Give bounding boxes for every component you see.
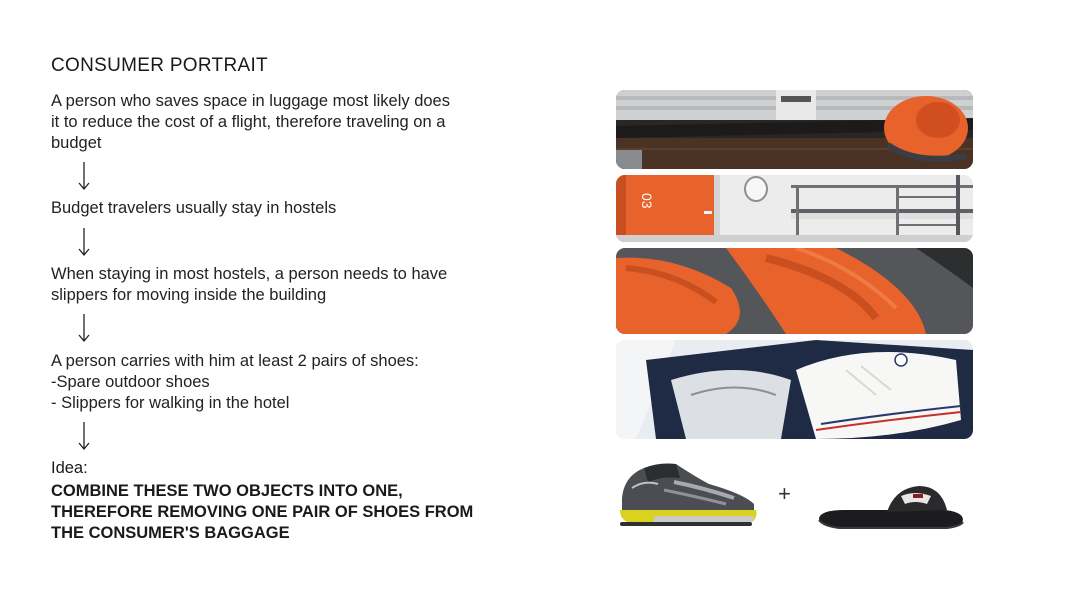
page-title: CONSUMER PORTRAIT [51,55,268,76]
down-arrow-icon [76,227,92,257]
slippers-photo [616,248,973,334]
hostel-room-photo [616,175,973,242]
idea-label: Idea: [51,459,88,477]
step-2-text: Budget travelers usually stay in hostels [51,199,337,217]
sneaker-image [614,458,760,530]
plus-sign: + [778,481,791,506]
down-arrow-icon [76,313,92,343]
luggage-rack-photo [616,90,973,169]
slide-sandal-image [815,484,965,532]
shoes-in-bag-photo [616,340,973,439]
step-3-text: When staying in most hostels, a person needs to have slippers for moving inside the building [51,265,448,304]
step-1-text: A person who saves space in luggage most likely does it to reduce the cost of a flight, therefore traveling on a budget [51,92,450,152]
down-arrow-icon [76,161,92,191]
idea-statement: COMBINE THESE TWO OBJECTS INTO ONE, THEREFORE REMOVING ONE PAIR OF SHOES FROM THE CONSUMER'S BAGGAGE [51,482,474,542]
step-4-text: A person carries with him at least 2 pairs of shoes: -Spare outdoor shoes - Slippers for walking in the hotel [51,352,419,412]
down-arrow-icon [76,421,92,451]
door-number: 03 [639,193,655,209]
